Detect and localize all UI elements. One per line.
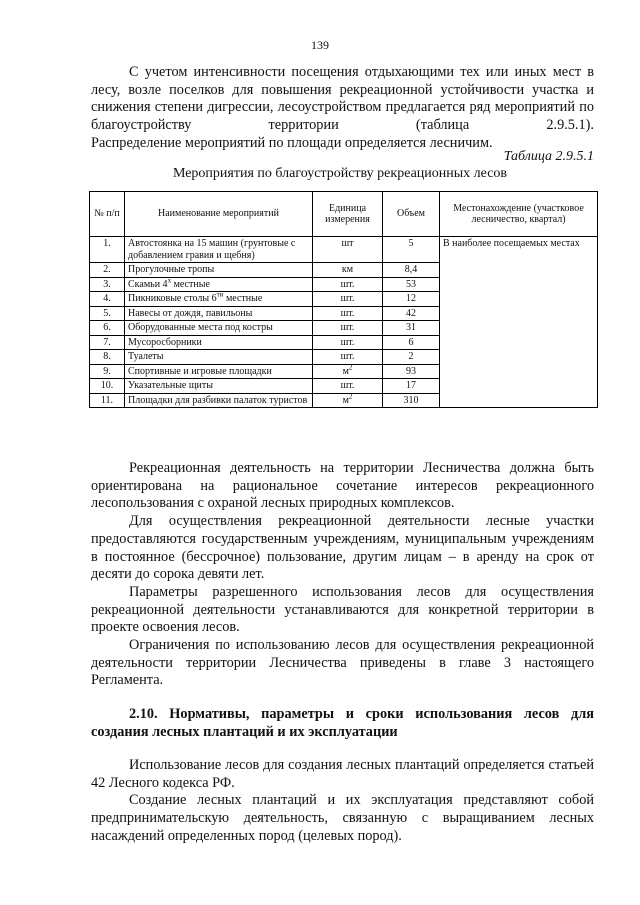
row-number: 3. (90, 277, 125, 292)
header-unit: Единица измерения (313, 192, 383, 237)
row-name-superscript: ти (216, 290, 224, 299)
header-volume: Объем (383, 192, 440, 237)
table-title: Мероприятия по благоустройству рекреационных лесов (172, 166, 508, 181)
row-name (125, 364, 313, 379)
row-name-text: Пикниковые столы 6 (128, 293, 217, 304)
row-volume: 12 (383, 292, 440, 307)
row-volume: 2 (383, 350, 440, 365)
row-unit-text: шт. (340, 293, 355, 304)
row-number: 11. (90, 393, 125, 408)
row-name (125, 306, 313, 321)
header-name: Наименование мероприятий (125, 192, 313, 237)
row-unit (313, 277, 383, 292)
intro-text-last: Распределение мероприятий по площади определяется лесничим. (91, 134, 493, 151)
header-location: Местонахождение (участковое лесничество, квартал) (440, 192, 598, 237)
intro-text: С учетом интенсивности посещения отдыхающими тех или иных мест в лесу, возле поселков для повышения рекреационной устойчивости участка и снижения степени дигрессии, лесоустройством предлагается ряд мероприятий по благоустройству территории (таблица 2.9.5.1). (91, 64, 594, 134)
row-volume: 17 (383, 379, 440, 394)
row-unit-superscript: 2 (348, 392, 353, 401)
intro-paragraph (91, 64, 594, 153)
section-paragraphs (91, 757, 594, 846)
table-header-row (90, 192, 598, 237)
row-number: 9. (90, 364, 125, 379)
row-name (125, 350, 313, 365)
row-number: 5. (90, 306, 125, 321)
row-volume: 31 (383, 321, 440, 336)
row-unit (313, 306, 383, 321)
row-unit-superscript: 2 (348, 363, 353, 372)
row-volume: 5 (383, 237, 440, 263)
row-unit (313, 263, 383, 278)
row-number: 4. (90, 292, 125, 307)
row-unit (313, 379, 383, 394)
row-volume: 8,4 (383, 263, 440, 278)
row-location: В наиболее посещаемых местах (440, 237, 598, 408)
row-name-superscript: х (167, 276, 172, 285)
paragraph: Создание лесных плантаций и их эксплуатация представляют собой предпринимательскую деятельность, связанную с выращиванием лесных насаждений определенных пород (целевых пород). (91, 792, 594, 844)
header-num: № п/п (90, 192, 125, 237)
paragraph: Для осуществления рекреационной деятельности лесные участки предоставляются государственным учреждениям, муниципальным учреждениям в постоянное (бессрочное) пользование, другим лицам – в аренду на срок от десяти до сорока девяти лет. (91, 513, 594, 583)
row-number: 1. (90, 237, 125, 263)
row-volume: 6 (383, 335, 440, 350)
row-name-text: Мусоросборники (128, 336, 202, 348)
row-volume: 53 (383, 277, 440, 292)
row-volume: 42 (383, 306, 440, 321)
body-paragraphs (91, 460, 594, 690)
row-name (125, 393, 313, 408)
row-unit-text: шт. (340, 307, 355, 319)
row-unit-text: шт. (340, 322, 355, 333)
row-unit-text: м (342, 365, 349, 377)
row-unit (313, 292, 383, 307)
row-unit-text: шт. (340, 351, 355, 362)
row-name (125, 321, 313, 336)
row-unit (313, 237, 383, 263)
row-unit (313, 364, 383, 379)
row-name-suffix: местные (223, 293, 263, 304)
row-unit-text: шт. (340, 278, 355, 290)
row-name-text: Навесы от дождя, павильоны (128, 307, 253, 319)
row-name-text: Оборудованные места под костры (128, 322, 273, 333)
table-row (90, 237, 598, 263)
row-unit (313, 350, 383, 365)
row-name-text: Спортивные и игровые площадки (128, 365, 272, 377)
section-heading-block (91, 706, 594, 741)
row-name (125, 277, 313, 292)
row-volume: 310 (383, 393, 440, 408)
row-name-text: Автостоянка на 15 машин (грунтовые с добавлением гравия и щебня) (128, 238, 296, 261)
row-name-text: Прогулочные тропы (128, 264, 215, 275)
row-number: 2. (90, 263, 125, 278)
row-name (125, 379, 313, 394)
table-number: Таблица 2.9.5.1 (503, 149, 594, 164)
row-name-text: Туалеты (128, 351, 164, 362)
row-unit-text: шт. (340, 380, 355, 391)
paragraph: Параметры разрешенного использования лесов для осуществления рекреационной деятельности устанавливаются для конкретной территории в проекте освоения лесов. (91, 583, 594, 636)
row-unit (313, 321, 383, 336)
row-name-text: Скамьи 4 (128, 278, 168, 290)
paragraph: Использование лесов для создания лесных плантаций определяется статьей 42 Лесного кодекса РФ. (91, 757, 594, 791)
row-unit-text: шт (341, 238, 354, 249)
row-name (125, 263, 313, 278)
row-name (125, 237, 313, 263)
row-name-text: Указательные щиты (128, 380, 213, 391)
row-number: 7. (90, 335, 125, 350)
row-unit (313, 335, 383, 350)
row-unit-text: км (341, 264, 354, 275)
row-unit-text: м (342, 394, 349, 406)
paragraph: Рекреационная деятельность на территории Лесничества должна быть ориентирована на рациональное сочетание интересов рекреационного лесопользования с охраной лесных природных комплексов. (91, 460, 594, 512)
row-name (125, 335, 313, 350)
row-number: 6. (90, 321, 125, 336)
row-name-suffix: местные (171, 278, 210, 290)
row-volume: 93 (383, 364, 440, 379)
recreation-measures-table (89, 191, 598, 408)
row-number: 10. (90, 379, 125, 394)
row-number: 8. (90, 350, 125, 365)
row-unit-text: шт. (340, 336, 355, 348)
page-number: 139 (311, 38, 329, 52)
row-unit (313, 393, 383, 408)
section-heading: 2.10. Нормативы, параметры и сроки использования лесов для создания лесных плантаций и их эксплуатации (91, 706, 594, 740)
paragraph: Ограничения по использованию лесов для осуществления рекреационной деятельности территории Лесничества приведены в главе 3 настоящего Регламента. (91, 637, 594, 689)
row-name (125, 292, 313, 307)
table-body (90, 237, 598, 408)
row-name-text: Площадки для разбивки палаток туристов (128, 394, 308, 406)
